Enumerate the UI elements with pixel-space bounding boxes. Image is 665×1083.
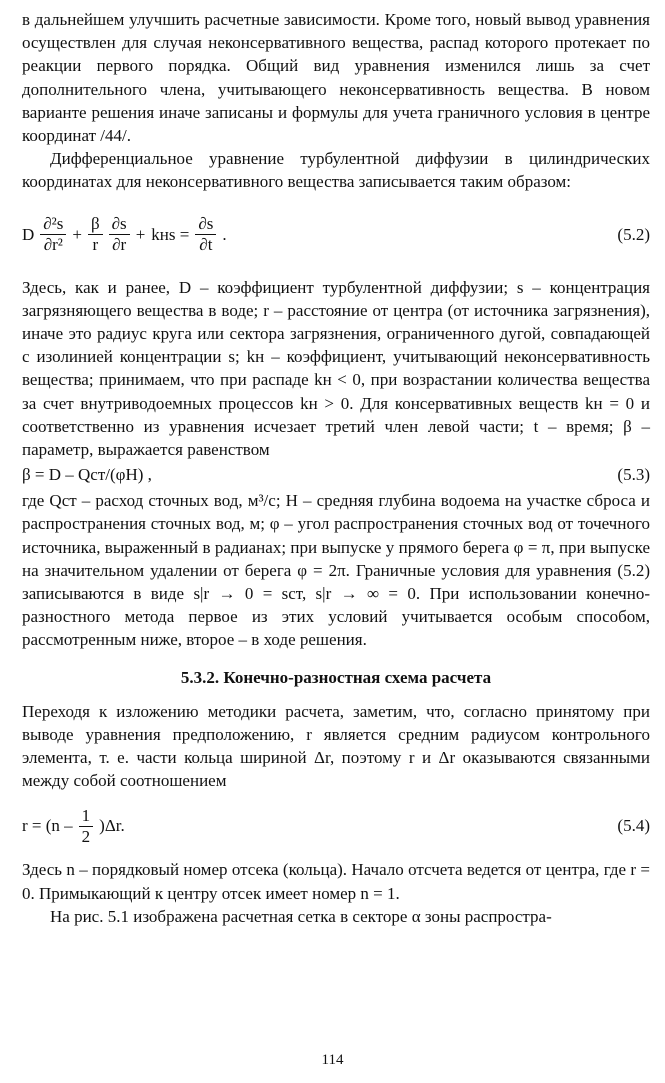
eq52-kns: kнs = <box>151 224 190 244</box>
page-number: 114 <box>321 1052 344 1068</box>
equation-number-5-4: (5.4) <box>617 816 650 836</box>
eq54-lhs: r = (n – <box>22 816 73 836</box>
paragraph-2: Дифференциальное уравнение турбулентной диффузии в цилиндрических координатах для неконсервативного вещества записывается таким образом: <box>22 149 650 192</box>
equation-number-5-3: (5.3) <box>617 465 650 485</box>
paragraph-6: Здесь n – порядковый номер отсека (кольца). Начало отсчета ведется от центра, где r = 0. Примыкающий к центру отсек имеет номер n = 1. <box>22 860 650 903</box>
eq54-frac: $\frac{1}{2}$ <box>79 806 94 847</box>
eq52-term1: $\frac{\text{∂²s}}{\text{∂r²}}$ <box>40 214 66 255</box>
eq52-rhs: $\frac{\partial s}{\partial t}$ <box>195 214 216 255</box>
eq54-rhs: )Δr. <box>99 816 125 836</box>
paragraph-1: в дальнейшем улучшить расчетные зависимости. Кроме того, новый вывод уравнения осуществлен для случая неконсервативного вещества, распад которого протекает по реакции первого порядка. Общий вид уравнения изменился лишь за счет дополнительного члена, учитывающего неконсервативность вещества. В новом варианте решения иначе записаны и формулы для учета граничного условия в центре координат /44/. <box>22 10 650 146</box>
paragraph-5: Переходя к изложению методики расчета, заметим, что, согласно принятому при выводе уравнения предположению, r является средним радиусом контрольного элемента, т. е. части кольца шириной Δr, поэтому r и Δr оказываются связанными между собой соотношением <box>22 701 650 791</box>
equation-5-2: D $\frac{\text{∂²s}}{\text{∂r²}}$ + $\frac{\beta}{r}$ $\frac{\partial s}{\partial r}$ + kнs = $\frac{\partial s}{\partial t}$ . (5.2) <box>22 214 650 255</box>
equation-number-5-2: (5.2) <box>617 224 650 244</box>
eq52-term2a: $\frac{\beta}{r}$ <box>88 214 103 255</box>
document-page <box>22 8 650 928</box>
eq52-term2b: $\frac{\partial s}{\partial r}$ <box>109 214 130 255</box>
equation-5-4 <box>22 800 650 852</box>
eq53-body: β = D – Qст/(φH) , <box>22 465 152 485</box>
paragraph-7: На рис. 5.1 изображена расчетная сетка в секторе α зоны распростра- <box>50 906 552 926</box>
eq52-D: D <box>22 224 35 244</box>
section-heading: 5.3.2. Конечно-разностная схема расчета <box>180 667 492 687</box>
paragraph-3: Здесь, как и ранее, D – коэффициент турбулентной диффузии; s – концентрация загрязняющего вещества в воде; r – расстояние от центра (от источника загрязнения), иначе это радиус круга или сектора загрязнения, ограниченного дугой, совпадающей с изолинией концентрации s; kн – коэффициент, учитывающий неконсервативность вещества; принимаем, что при распаде kн < 0, при возрастании количества вещества за счет внутриводоемных процессов kн > 0. Для консервативных веществ kн = 0 и соответственно из уравнения исчезает третий член левой части; t – время; β – параметр, выражается равенством <box>22 277 650 460</box>
paragraph-4: где Qст – расход сточных вод, м³/с; H – средняя глубина водоема на участке сброса и распространения сточных вод, м; φ – угол распространения сточных вод от точечного источника, выраженный в радианах; при выпуске у прямого берега φ = π, при выпуске на значительном удалении от берега φ = 2π. Граничные условия для уравнения (5.2) записываются в виде s|r → 0 = sст, s|r → ∞ = 0. При использовании конечно-разностного метода первое из этих условий учитывается особым способом, рассмотренным ниже, второе – в ходе решения. <box>22 491 650 650</box>
equation-5-3 <box>22 463 650 487</box>
